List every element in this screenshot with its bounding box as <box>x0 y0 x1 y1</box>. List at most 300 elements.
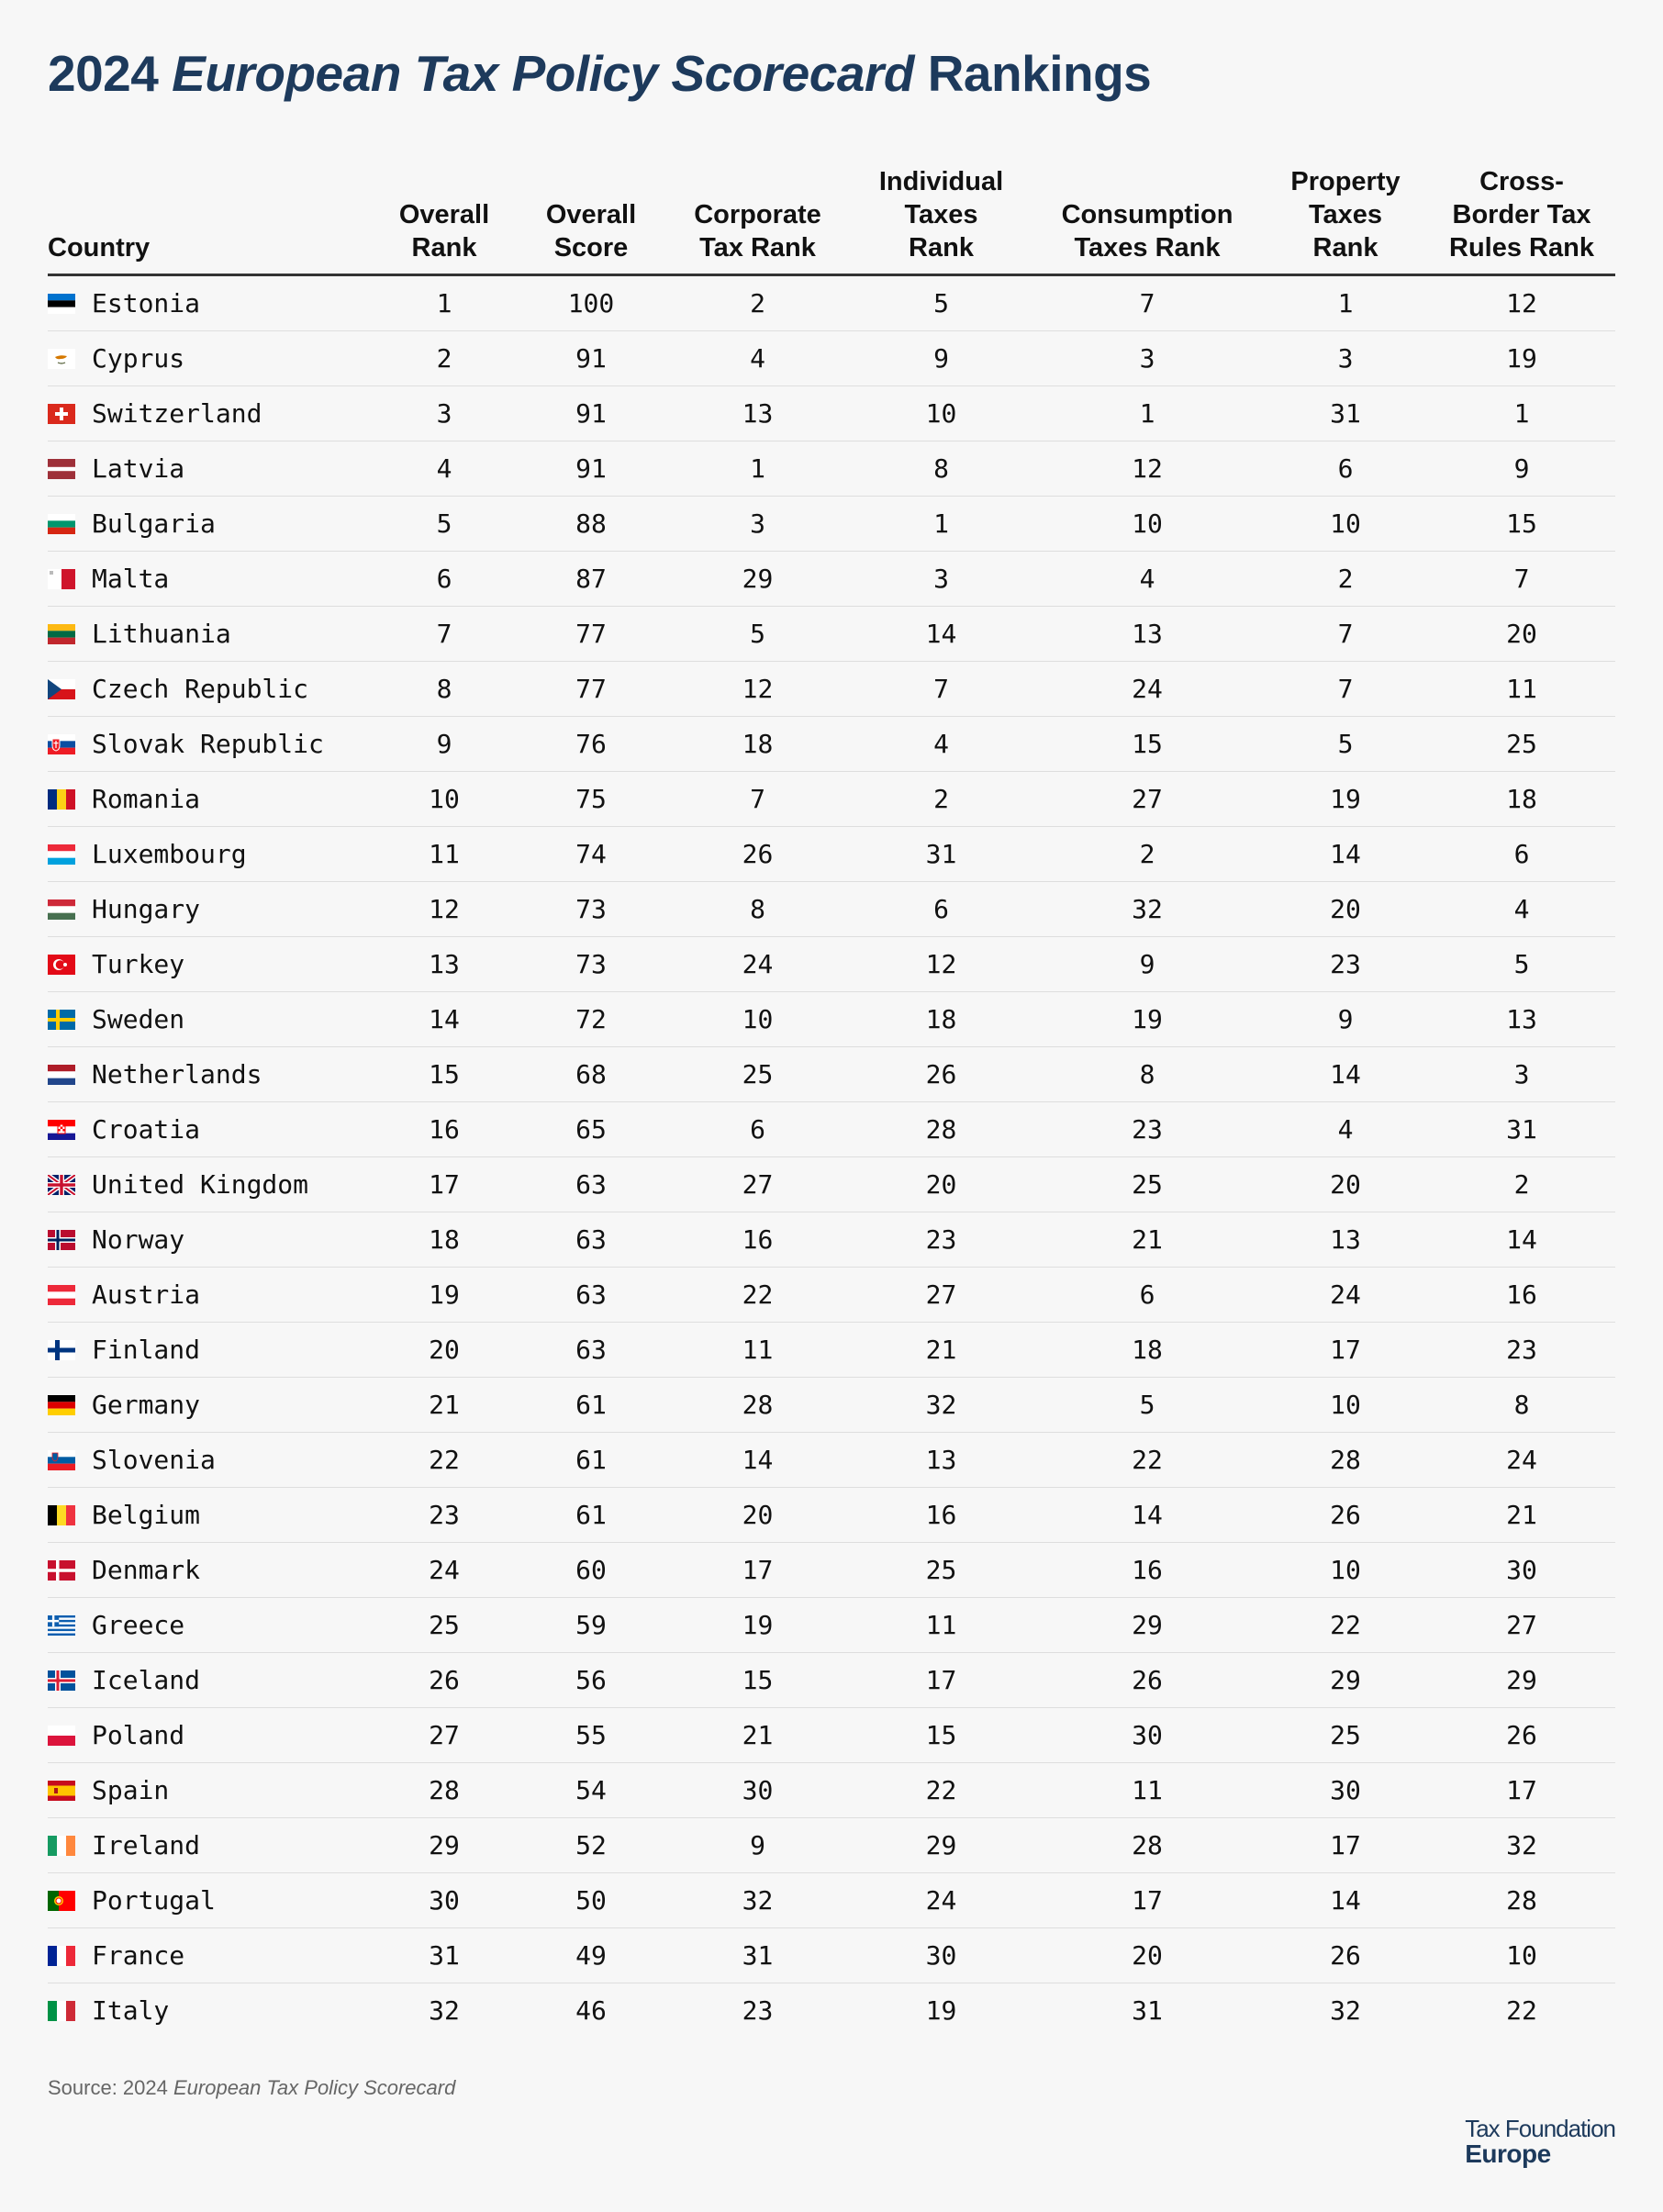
overall-rank-cell: 13 <box>429 949 460 979</box>
portugal-flag-icon <box>48 1891 75 1911</box>
corporate-tax-rank-cell: 31 <box>742 1940 774 1971</box>
table-row <box>48 662 1615 717</box>
consumption-taxes-rank-cell: 18 <box>1132 1335 1163 1365</box>
country-cell <box>48 1224 371 1255</box>
corporate-tax-rank-cell: 25 <box>742 1059 774 1089</box>
corporate-tax-rank-cell: 17 <box>742 1555 774 1585</box>
country-cell <box>48 1114 371 1145</box>
italy-flag-icon <box>48 2001 75 2021</box>
header-consumption-taxes-rank: Consumption Taxes Rank <box>1061 200 1233 263</box>
individual-taxes-rank-cell: 17 <box>925 1665 957 1695</box>
individual-taxes-rank-cell: 1 <box>933 508 949 539</box>
cross-border-tax-rules-rank-cell: 18 <box>1506 784 1537 814</box>
ireland-flag-icon <box>48 1836 75 1856</box>
overall-rank-cell: 3 <box>436 398 452 429</box>
overall-score-cell: 91 <box>575 398 607 429</box>
table-row <box>48 937 1615 992</box>
property-taxes-rank-cell: 6 <box>1337 453 1354 484</box>
cross-border-tax-rules-rank-cell: 17 <box>1506 1775 1537 1805</box>
country-name: Switzerland <box>92 398 262 429</box>
overall-score-cell: 88 <box>575 508 607 539</box>
corporate-tax-rank-cell: 22 <box>742 1279 774 1310</box>
country-cell <box>48 1775 371 1805</box>
individual-taxes-rank-cell: 24 <box>925 1885 957 1916</box>
corporate-tax-rank-cell: 20 <box>742 1500 774 1530</box>
country-cell <box>48 1720 371 1750</box>
country-name: Slovak Republic <box>92 729 324 759</box>
consumption-taxes-rank-cell: 22 <box>1132 1445 1163 1475</box>
table-row <box>48 772 1615 827</box>
country-name: Romania <box>92 784 201 814</box>
country-name: Germany <box>92 1390 201 1420</box>
corporate-tax-rank-cell: 2 <box>750 288 765 318</box>
country-name: Czech Republic <box>92 674 309 704</box>
country-cell <box>48 729 371 759</box>
individual-taxes-rank-cell: 29 <box>925 1830 957 1860</box>
overall-score-cell: 87 <box>575 564 607 594</box>
country-cell <box>48 1169 371 1200</box>
country-cell <box>48 1390 371 1420</box>
country-name: Lithuania <box>92 619 231 649</box>
overall-rank-cell: 24 <box>429 1555 460 1585</box>
overall-score-cell: 91 <box>575 343 607 374</box>
property-taxes-rank-cell: 9 <box>1337 1004 1354 1034</box>
cross-border-tax-rules-rank-cell: 32 <box>1506 1830 1537 1860</box>
table-row <box>48 331 1615 386</box>
cross-border-tax-rules-rank-cell: 29 <box>1506 1665 1537 1695</box>
consumption-taxes-rank-cell: 2 <box>1139 839 1155 869</box>
consumption-taxes-rank-cell: 1 <box>1139 398 1155 429</box>
consumption-taxes-rank-cell: 27 <box>1132 784 1163 814</box>
individual-taxes-rank-cell: 12 <box>925 949 957 979</box>
denmark-flag-icon <box>48 1560 75 1581</box>
property-taxes-rank-cell: 19 <box>1330 784 1361 814</box>
consumption-taxes-rank-cell: 19 <box>1132 1004 1163 1034</box>
table-row <box>48 1708 1615 1763</box>
spain-flag-icon <box>48 1781 75 1801</box>
table-row <box>48 276 1615 331</box>
overall-score-cell: 63 <box>575 1169 607 1200</box>
cross-border-tax-rules-rank-cell: 23 <box>1506 1335 1537 1365</box>
cross-border-tax-rules-rank-cell: 16 <box>1506 1279 1537 1310</box>
luxembourg-flag-icon <box>48 844 75 865</box>
consumption-taxes-rank-cell: 10 <box>1132 508 1163 539</box>
consumption-taxes-rank-cell: 15 <box>1132 729 1163 759</box>
cross-border-tax-rules-rank-cell: 9 <box>1513 453 1530 484</box>
country-name: Portugal <box>92 1885 216 1916</box>
overall-rank-cell: 12 <box>429 894 460 924</box>
individual-taxes-rank-cell: 5 <box>933 288 949 318</box>
overall-score-cell: 54 <box>575 1775 607 1805</box>
property-taxes-rank-cell: 31 <box>1330 398 1361 429</box>
overall-score-cell: 59 <box>575 1610 607 1640</box>
individual-taxes-rank-cell: 27 <box>925 1279 957 1310</box>
table-header <box>48 154 1615 276</box>
country-name: Sweden <box>92 1004 185 1034</box>
overall-score-cell: 74 <box>575 839 607 869</box>
table-body <box>48 276 1615 2038</box>
consumption-taxes-rank-cell: 3 <box>1139 343 1155 374</box>
country-cell <box>48 1059 371 1089</box>
corporate-tax-rank-cell: 15 <box>742 1665 774 1695</box>
property-taxes-rank-cell: 7 <box>1337 619 1354 649</box>
country-name: Greece <box>92 1610 185 1640</box>
individual-taxes-rank-cell: 19 <box>925 1995 957 2026</box>
property-taxes-rank-cell: 3 <box>1337 343 1354 374</box>
individual-taxes-rank-cell: 20 <box>925 1169 957 1200</box>
cross-border-tax-rules-rank-cell: 15 <box>1506 508 1537 539</box>
consumption-taxes-rank-cell: 12 <box>1132 453 1163 484</box>
overall-rank-cell: 11 <box>429 839 460 869</box>
overall-rank-cell: 15 <box>429 1059 460 1089</box>
overall-rank-cell: 18 <box>429 1224 460 1255</box>
table-row <box>48 1102 1615 1157</box>
overall-rank-cell: 30 <box>429 1885 460 1916</box>
country-cell <box>48 398 371 429</box>
consumption-taxes-rank-cell: 30 <box>1132 1720 1163 1750</box>
consumption-taxes-rank-cell: 4 <box>1139 564 1155 594</box>
corporate-tax-rank-cell: 18 <box>742 729 774 759</box>
overall-rank-cell: 32 <box>429 1995 460 2026</box>
property-taxes-rank-cell: 29 <box>1330 1665 1361 1695</box>
cross-border-tax-rules-rank-cell: 8 <box>1513 1390 1530 1420</box>
overall-score-cell: 76 <box>575 729 607 759</box>
cross-border-tax-rules-rank-cell: 22 <box>1506 1995 1537 2026</box>
table-row <box>48 1378 1615 1433</box>
cross-border-tax-rules-rank-cell: 3 <box>1513 1059 1530 1089</box>
consumption-taxes-rank-cell: 16 <box>1132 1555 1163 1585</box>
individual-taxes-rank-cell: 14 <box>925 619 957 649</box>
property-taxes-rank-cell: 17 <box>1330 1830 1361 1860</box>
individual-taxes-rank-cell: 18 <box>925 1004 957 1034</box>
country-name: France <box>92 1940 185 1971</box>
country-cell <box>48 1555 371 1585</box>
consumption-taxes-rank-cell: 13 <box>1132 619 1163 649</box>
property-taxes-rank-cell: 10 <box>1330 1555 1361 1585</box>
header-individual-taxes-rank: Individual Taxes Rank <box>878 167 1004 263</box>
corporate-tax-rank-cell: 28 <box>742 1390 774 1420</box>
overall-score-cell: 63 <box>575 1279 607 1310</box>
iceland-flag-icon <box>48 1670 75 1691</box>
header-property-taxes-rank: Property Taxes Rank <box>1290 167 1401 263</box>
country-name: Finland <box>92 1335 201 1365</box>
cross-border-tax-rules-rank-cell: 19 <box>1506 343 1537 374</box>
property-taxes-rank-cell: 13 <box>1330 1224 1361 1255</box>
individual-taxes-rank-cell: 11 <box>925 1610 957 1640</box>
overall-score-cell: 61 <box>575 1390 607 1420</box>
country-name: Latvia <box>92 453 185 484</box>
country-cell <box>48 619 371 649</box>
cross-border-tax-rules-rank-cell: 21 <box>1506 1500 1537 1530</box>
table-row <box>48 607 1615 662</box>
country-name: Netherlands <box>92 1059 262 1089</box>
country-cell <box>48 1885 371 1916</box>
country-cell <box>48 1665 371 1695</box>
corporate-tax-rank-cell: 12 <box>742 674 774 704</box>
individual-taxes-rank-cell: 3 <box>933 564 949 594</box>
overall-score-cell: 72 <box>575 1004 607 1034</box>
overall-score-cell: 46 <box>575 1995 607 2026</box>
country-cell <box>48 564 371 594</box>
consumption-taxes-rank-cell: 21 <box>1132 1224 1163 1255</box>
individual-taxes-rank-cell: 28 <box>925 1114 957 1145</box>
corporate-tax-rank-cell: 4 <box>750 343 765 374</box>
country-name: United Kingdom <box>92 1169 309 1200</box>
overall-rank-cell: 8 <box>436 674 452 704</box>
country-cell <box>48 288 371 318</box>
cross-border-tax-rules-rank-cell: 20 <box>1506 619 1537 649</box>
cross-border-tax-rules-rank-cell: 12 <box>1506 288 1537 318</box>
individual-taxes-rank-cell: 30 <box>925 1940 957 1971</box>
overall-score-cell: 56 <box>575 1665 607 1695</box>
overall-score-cell: 75 <box>575 784 607 814</box>
table-row <box>48 1928 1615 1983</box>
table-row <box>48 1268 1615 1323</box>
cross-border-tax-rules-rank-cell: 1 <box>1513 398 1530 429</box>
table-row <box>48 1157 1615 1212</box>
country-cell <box>48 1500 371 1530</box>
overall-rank-cell: 28 <box>429 1775 460 1805</box>
cross-border-tax-rules-rank-cell: 2 <box>1513 1169 1530 1200</box>
property-taxes-rank-cell: 23 <box>1330 949 1361 979</box>
overall-rank-cell: 16 <box>429 1114 460 1145</box>
consumption-taxes-rank-cell: 28 <box>1132 1830 1163 1860</box>
header-overall-rank: Overall Rank <box>398 200 490 263</box>
individual-taxes-rank-cell: 8 <box>933 453 949 484</box>
country-name: Croatia <box>92 1114 201 1145</box>
consumption-taxes-rank-cell: 9 <box>1139 949 1155 979</box>
country-cell <box>48 784 371 814</box>
overall-rank-cell: 6 <box>436 564 452 594</box>
slovak-republic-flag-icon <box>48 734 75 754</box>
country-cell <box>48 1610 371 1640</box>
croatia-flag-icon <box>48 1120 75 1140</box>
country-cell <box>48 894 371 924</box>
overall-score-cell: 77 <box>575 619 607 649</box>
table-row <box>48 1653 1615 1708</box>
cross-border-tax-rules-rank-cell: 25 <box>1506 729 1537 759</box>
cross-border-tax-rules-rank-cell: 28 <box>1506 1885 1537 1916</box>
property-taxes-rank-cell: 5 <box>1337 729 1354 759</box>
overall-rank-cell: 20 <box>429 1335 460 1365</box>
country-name: Italy <box>92 1995 170 2026</box>
corporate-tax-rank-cell: 7 <box>750 784 765 814</box>
property-taxes-rank-cell: 7 <box>1337 674 1354 704</box>
consumption-taxes-rank-cell: 8 <box>1139 1059 1155 1089</box>
overall-rank-cell: 5 <box>436 508 452 539</box>
table-row <box>48 1873 1615 1928</box>
table-row <box>48 497 1615 552</box>
country-cell <box>48 1830 371 1860</box>
overall-score-cell: 73 <box>575 894 607 924</box>
country-cell <box>48 839 371 869</box>
cross-border-tax-rules-rank-cell: 24 <box>1506 1445 1537 1475</box>
overall-rank-cell: 14 <box>429 1004 460 1034</box>
overall-rank-cell: 17 <box>429 1169 460 1200</box>
property-taxes-rank-cell: 1 <box>1337 288 1354 318</box>
country-cell <box>48 1004 371 1034</box>
overall-rank-cell: 27 <box>429 1720 460 1750</box>
corporate-tax-rank-cell: 23 <box>742 1995 774 2026</box>
overall-score-cell: 65 <box>575 1114 607 1145</box>
estonia-flag-icon <box>48 294 75 314</box>
bulgaria-flag-icon <box>48 514 75 534</box>
property-taxes-rank-cell: 10 <box>1330 1390 1361 1420</box>
sweden-flag-icon <box>48 1010 75 1030</box>
logo-line-2: Europe <box>1465 2139 1551 2168</box>
switzerland-flag-icon <box>48 404 75 424</box>
overall-rank-cell: 1 <box>436 288 452 318</box>
corporate-tax-rank-cell: 32 <box>742 1885 774 1916</box>
netherlands-flag-icon <box>48 1065 75 1085</box>
individual-taxes-rank-cell: 32 <box>925 1390 957 1420</box>
cross-border-tax-rules-rank-cell: 6 <box>1513 839 1530 869</box>
country-name: Poland <box>92 1720 185 1750</box>
table-row <box>48 441 1615 497</box>
property-taxes-rank-cell: 22 <box>1330 1610 1361 1640</box>
property-taxes-rank-cell: 26 <box>1330 1940 1361 1971</box>
table-row <box>48 717 1615 772</box>
corporate-tax-rank-cell: 6 <box>750 1114 765 1145</box>
overall-rank-cell: 31 <box>429 1940 460 1971</box>
cyprus-flag-icon <box>48 349 75 369</box>
header-corporate-tax-rank: Corporate Tax Rank <box>694 200 821 263</box>
header-overall-score: Overall Score <box>545 200 637 263</box>
overall-score-cell: 61 <box>575 1445 607 1475</box>
table-row <box>48 827 1615 882</box>
overall-score-cell: 52 <box>575 1830 607 1860</box>
individual-taxes-rank-cell: 21 <box>925 1335 957 1365</box>
turkey-flag-icon <box>48 955 75 975</box>
corporate-tax-rank-cell: 14 <box>742 1445 774 1475</box>
overall-rank-cell: 29 <box>429 1830 460 1860</box>
overall-rank-cell: 23 <box>429 1500 460 1530</box>
consumption-taxes-rank-cell: 29 <box>1132 1610 1163 1640</box>
table-row <box>48 386 1615 441</box>
country-name: Bulgaria <box>92 508 216 539</box>
czech-republic-flag-icon <box>48 679 75 699</box>
corporate-tax-rank-cell: 27 <box>742 1169 774 1200</box>
table-row <box>48 1488 1615 1543</box>
table-row <box>48 1212 1615 1268</box>
norway-flag-icon <box>48 1230 75 1250</box>
cross-border-tax-rules-rank-cell: 10 <box>1506 1940 1537 1971</box>
country-name: Slovenia <box>92 1445 216 1475</box>
country-cell <box>48 674 371 704</box>
overall-rank-cell: 2 <box>436 343 452 374</box>
consumption-taxes-rank-cell: 25 <box>1132 1169 1163 1200</box>
country-name: Hungary <box>92 894 201 924</box>
cross-border-tax-rules-rank-cell: 30 <box>1506 1555 1537 1585</box>
cross-border-tax-rules-rank-cell: 13 <box>1506 1004 1537 1034</box>
source-note: Source: 2024 European Tax Policy Scorecard <box>48 2076 456 2099</box>
consumption-taxes-rank-cell: 26 <box>1132 1665 1163 1695</box>
country-cell <box>48 343 371 374</box>
individual-taxes-rank-cell: 25 <box>925 1555 957 1585</box>
poland-flag-icon <box>48 1726 75 1746</box>
belgium-flag-icon <box>48 1505 75 1525</box>
united-kingdom-flag-icon <box>48 1175 75 1195</box>
consumption-taxes-rank-cell: 23 <box>1132 1114 1163 1145</box>
individual-taxes-rank-cell: 23 <box>925 1224 957 1255</box>
table-row <box>48 552 1615 607</box>
consumption-taxes-rank-cell: 17 <box>1132 1885 1163 1916</box>
cross-border-tax-rules-rank-cell: 5 <box>1513 949 1530 979</box>
individual-taxes-rank-cell: 4 <box>933 729 949 759</box>
overall-score-cell: 68 <box>575 1059 607 1089</box>
corporate-tax-rank-cell: 9 <box>750 1830 765 1860</box>
country-name: Spain <box>92 1775 170 1805</box>
property-taxes-rank-cell: 28 <box>1330 1445 1361 1475</box>
table-row <box>48 1598 1615 1653</box>
germany-flag-icon <box>48 1395 75 1415</box>
individual-taxes-rank-cell: 7 <box>933 674 949 704</box>
property-taxes-rank-cell: 26 <box>1330 1500 1361 1530</box>
property-taxes-rank-cell: 32 <box>1330 1995 1361 2026</box>
country-cell <box>48 1335 371 1365</box>
overall-rank-cell: 9 <box>436 729 452 759</box>
property-taxes-rank-cell: 30 <box>1330 1775 1361 1805</box>
individual-taxes-rank-cell: 31 <box>925 839 957 869</box>
overall-rank-cell: 26 <box>429 1665 460 1695</box>
france-flag-icon <box>48 1946 75 1966</box>
corporate-tax-rank-cell: 30 <box>742 1775 774 1805</box>
page-title: 2024 European Tax Policy Scorecard Rankings <box>48 45 1152 102</box>
property-taxes-rank-cell: 20 <box>1330 1169 1361 1200</box>
country-name: Belgium <box>92 1500 201 1530</box>
consumption-taxes-rank-cell: 31 <box>1132 1995 1163 2026</box>
individual-taxes-rank-cell: 13 <box>925 1445 957 1475</box>
property-taxes-rank-cell: 14 <box>1330 1885 1361 1916</box>
country-cell <box>48 453 371 484</box>
table-row <box>48 1543 1615 1598</box>
table-row <box>48 1047 1615 1102</box>
overall-score-cell: 63 <box>575 1224 607 1255</box>
corporate-tax-rank-cell: 1 <box>750 453 765 484</box>
property-taxes-rank-cell: 10 <box>1330 508 1361 539</box>
corporate-tax-rank-cell: 26 <box>742 839 774 869</box>
individual-taxes-rank-cell: 22 <box>925 1775 957 1805</box>
consumption-taxes-rank-cell: 5 <box>1139 1390 1155 1420</box>
country-name: Luxembourg <box>92 839 247 869</box>
consumption-taxes-rank-cell: 32 <box>1132 894 1163 924</box>
consumption-taxes-rank-cell: 7 <box>1139 288 1155 318</box>
country-name: Denmark <box>92 1555 201 1585</box>
country-name: Turkey <box>92 949 185 979</box>
cross-border-tax-rules-rank-cell: 7 <box>1513 564 1530 594</box>
overall-score-cell: 77 <box>575 674 607 704</box>
overall-score-cell: 49 <box>575 1940 607 1971</box>
romania-flag-icon <box>48 789 75 810</box>
overall-rank-cell: 19 <box>429 1279 460 1310</box>
country-cell <box>48 1445 371 1475</box>
property-taxes-rank-cell: 2 <box>1337 564 1354 594</box>
header-cross-border-tax-rules-rank: Cross- Border Tax Rules Rank <box>1449 167 1594 263</box>
cross-border-tax-rules-rank-cell: 27 <box>1506 1610 1537 1640</box>
overall-rank-cell: 21 <box>429 1390 460 1420</box>
cross-border-tax-rules-rank-cell: 14 <box>1506 1224 1537 1255</box>
overall-rank-cell: 25 <box>429 1610 460 1640</box>
overall-score-cell: 55 <box>575 1720 607 1750</box>
page-title-italic: European Tax Policy Scorecard <box>172 45 914 102</box>
greece-flag-icon <box>48 1615 75 1636</box>
overall-score-cell: 60 <box>575 1555 607 1585</box>
table-row <box>48 1818 1615 1873</box>
country-cell <box>48 508 371 539</box>
overall-score-cell: 100 <box>567 288 615 318</box>
latvia-flag-icon <box>48 459 75 479</box>
overall-score-cell: 63 <box>575 1335 607 1365</box>
